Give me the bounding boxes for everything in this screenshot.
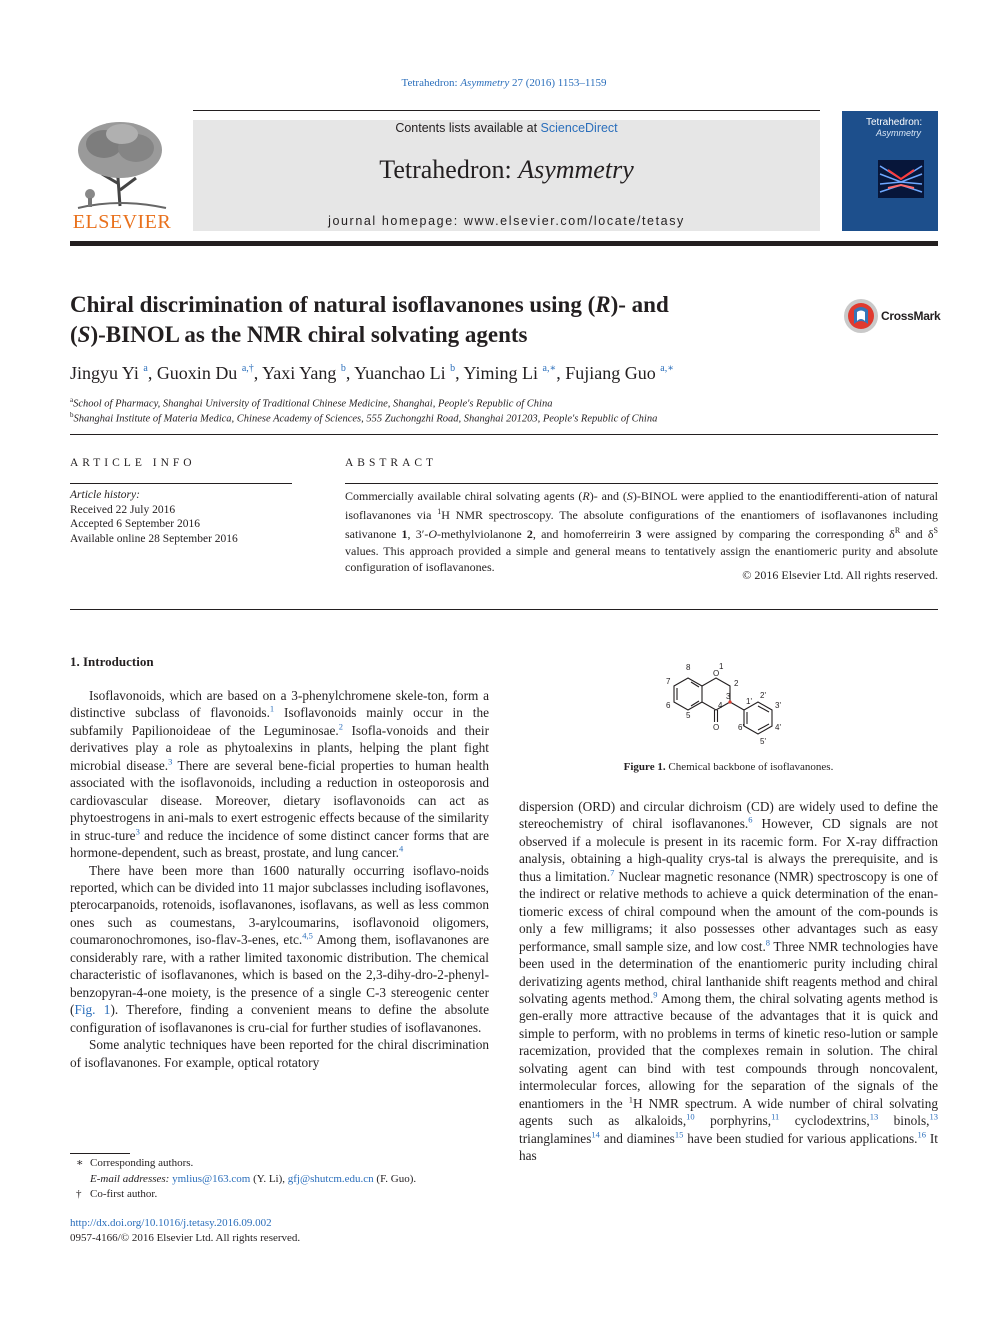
atom-label: 3 — [726, 692, 731, 701]
author[interactable]: Fujiang Guo $^{a,∗}$ — [565, 363, 675, 383]
citation-link[interactable]: 2 — [338, 721, 343, 732]
divider — [70, 609, 938, 610]
contents-line — [193, 121, 820, 135]
section-heading-introduction: 1. Introduction — [70, 654, 154, 669]
atom-label: O — [713, 723, 720, 732]
citation-link[interactable]: 3 — [168, 756, 173, 767]
citation-link[interactable]: 10 — [686, 1111, 695, 1122]
journal-ref-volume[interactable]: 27 (2016) 1153–1159 — [511, 77, 607, 89]
citation-link[interactable]: 9 — [653, 989, 658, 1000]
atom-label: 5' — [760, 737, 766, 746]
crossmark-icon[interactable] — [843, 298, 879, 334]
paragraph: There have been more than 1600 naturally occurring isoflavo-noids reported, which can be divided into 11 major subclasses including isoflavones, pterocarpanoids, rotenoids, isoflavanones, isoflavans, as well as less common ones such as coumestans, 3-arylcoumarins, isoflavonoid oligomers, coumaronochromones, iso-flav-3-enes, etc.$^{4,5}$ Among them, isoflavanones are considerably rare, with a rather limited taxonomic distribution. The chemical characteristic of isoflavanones, which is based on the 2,3-dihy-dro-2-phenyl-benzopyran-4-one moiety, is the presence of a single C-3 stereogenic center (Fig. 1). Therefore, finding a convenient means to define the absolute configuration of isoflavanones is cru-cial for further studies of isoflavanones. — [70, 862, 490, 1035]
citation-link[interactable]: 16 — [917, 1129, 926, 1140]
footnote-rule — [70, 1153, 130, 1154]
atom-label: 4' — [775, 723, 781, 732]
article-title: Chiral discrimination of natural isoflavanones using (R)- and (S)-BINOL as the NMR chiral solvating agents — [70, 292, 669, 347]
affiliation-a: $^a$School of Pharmacy, Shanghai University of Traditional Chinese Medicine, Shanghai, People's Republic of China — [70, 396, 553, 410]
atom-label: 7 — [666, 677, 671, 686]
atom-label: 2 — [734, 679, 739, 688]
atom-label: 2' — [760, 691, 766, 700]
journal-ref-name[interactable]: Tetrahedron: — [401, 77, 458, 89]
citation-link[interactable]: 6 — [748, 815, 753, 826]
doi-link[interactable]: http://dx.doi.org/10.1016/j.tetasy.2016.09.002 — [70, 1217, 272, 1229]
figure-caption-text: Chemical backbone of isoflavanones. — [668, 761, 834, 773]
paragraph: Isoflavonoids, which are based on a 3-phenylchromene skele-ton, form a distinctive subclass of flavonoids.$^1$ Isoflavonoids mainly occur in the subfamily Papilionoideae of the Leguminosae.$^2$ Isofla-vonoids and their derivatives play a role as phytoalexins in plants, helping the plant fight microbial disease.$^3$ There are several bene-ficial properties to human health associated with the isoflavonoids, including a reduction in osteoporosis and cardiovascular disease. Moreover, dietary isoflavonoids can act as phytoestrogens in ani-mals to exert estrogenic effects because of the similarity in struc-ture$^3$ and reduce the incidence of some distinct cancer forms that are hormone-dependent, such as breast, prostate, and lung cancer.$^4$ — [70, 688, 489, 861]
journal-name-italic: Asymmetry — [518, 155, 634, 184]
atom-label: 4 — [718, 701, 723, 710]
divider — [70, 434, 938, 435]
article-history — [70, 488, 238, 546]
citation-link[interactable]: 13 — [869, 1111, 879, 1122]
email-link[interactable]: gfj@shutcm.edu.cn — [287, 1172, 374, 1185]
author[interactable]: Yuanchao Li $^b$ — [354, 363, 456, 383]
citation-link[interactable]: 15 — [674, 1129, 684, 1140]
header-thick-rule — [70, 241, 938, 246]
citation-link[interactable]: 8 — [765, 937, 771, 948]
author[interactable]: Guoxin Du $^{a,\dagger}$ — [156, 363, 254, 383]
journal-reference[interactable] — [0, 77, 992, 89]
abstract-text: Commercially available chiral solvating agents (R)- and (S)-BINOL were applied to the enantiodifferenti-ation of natural isoflavanones via $^1$H NMR spectroscopy. The absolute configurations of the enantiomers of isoflavanones including sativanone 1, 3′-O-methylviolanone 2, and homoferreirin 3 were assigned by comparing the corresponding $\delta^R$ and $\delta^S$ values. This approach provided a simple and general means to tentatively assign the enantiomeric purity and absolute configuration of isoflavanones. — [345, 489, 939, 574]
journal-name — [193, 155, 820, 185]
figure-label: Figure 1. — [623, 761, 666, 773]
isoflavanone-structure-figure — [660, 660, 800, 750]
figure-link[interactable]: Fig. 1 — [74, 1002, 111, 1018]
citation-link[interactable]: 7 — [610, 867, 615, 878]
crossmark-label[interactable]: CrossMark — [881, 309, 941, 323]
body-column-left — [70, 687, 489, 1071]
citation-link[interactable]: 4,5 — [302, 930, 313, 941]
paragraph: dispersion (ORD) and circular dichroism (CD) are widely used to define the stereochemistry of chiral isoflavanones.$^6$ However, CD signals are not observed if a molecule is present in its racemic form. For X-ray diffraction analysis, obtaining a high-quality crys-tal is always the prerequisite, and is thus a limitation.$^7$ Nuclear magnetic resonance (NMR) spectroscopy is one of the indirect or relative methods to achieve a quick determination of the enan-tiomeric excess of chiral compound when the amount of the com-pounds is only a few milligrams; it also possesses other advantages such as easy performance, small sample size, and low cost.$^8$ Three NMR technologies have been used in the determination of the enantiomeric purity including chiral derivatizing agents method, chiral lanthanide shift reagents method and chiral solvating agents method.$^9$ Among them, the chiral solvating agents method is gen-erally more attractive because of the advantages that it is quick and simple to perform, with no problems in terms of kinetic reso-lution or sample racemization, provided that the complexes remain in solution. The chiral solvating agent can bind with test compounds through noncovalent, intermolecular forces, allowing for the separation of the signals of the enantiomers in the $^1$H NMR spectrum. A wide number of chiral solvating agents such as alkaloids,$^{10}$ porphyrins,$^{11}$ cyclodextrins,$^{13}$ binols,$^{13}$ trianglamines$^{14}$ and diamines$^{15}$ have been studied for various applications.$^{16}$ It has — [519, 799, 939, 1164]
abstract-copyright: © 2016 Elsevier Ltd. All rights reserved. — [742, 568, 938, 582]
cover-title: Tetrahedron: — [866, 117, 923, 128]
citation-link[interactable]: 4 — [398, 843, 404, 854]
citation-link[interactable]: 1 — [269, 704, 275, 715]
affiliation-b: $^b$Shanghai Institute of Materia Medica, Chinese Academy of Sciences, 555 Zuchongzhi Road, Shanghai 201203, People's Republic of China — [70, 411, 658, 425]
cover-subtitle: Asymmetry — [876, 128, 921, 138]
paragraph: Some analytic techniques have been reported for the chiral discrimination of isoflavanones. For example, optical rotatory — [70, 1037, 489, 1070]
history-label: Article history: — [70, 489, 140, 501]
citation-link[interactable]: 13 — [929, 1111, 938, 1122]
footnotes — [70, 1156, 416, 1203]
homepage-prefix: journal homepage: — [328, 214, 459, 228]
atom-label: 1' — [746, 697, 752, 706]
citation-link[interactable]: 3 — [135, 826, 140, 837]
homepage-link[interactable]: www.elsevier.com/locate/tetasy — [463, 214, 685, 228]
atom-label: 3' — [775, 701, 781, 710]
footnote-corresponding: ∗ Corresponding authors. — [76, 1157, 194, 1169]
online-date: Available online 28 September 2016 — [70, 532, 238, 545]
sciencedirect-link[interactable]: ScienceDirect — [540, 121, 618, 135]
atom-label: 5 — [686, 711, 691, 720]
figure-caption — [519, 761, 938, 773]
divider — [345, 483, 938, 484]
author[interactable]: Yaxi Yang $^b$ — [262, 363, 346, 383]
atom-label: 8 — [686, 663, 691, 672]
divider — [70, 483, 292, 484]
journal-name-main: Tetrahedron: — [379, 155, 512, 184]
article-info-heading: ARTICLE INFO — [70, 457, 196, 469]
footnote-emails: E-mail addresses: ymlius@163.com (Y. Li), gfj@shutcm.edu.cn (F. Guo). — [90, 1172, 417, 1185]
issn-copyright: 0957-4166/© 2016 Elsevier Ltd. All rights reserved. — [70, 1232, 301, 1244]
elsevier-wordmark: ELSEVIER — [72, 211, 172, 233]
journal-homepage — [193, 214, 820, 228]
author-list: Jingyu Yi $^a$, Guoxin Du $^{a,\dagger}$, Yaxi Yang $^b$, Yuanchao Li $^b$, Yiming Li $^{a,∗}$, Fujiang Guo $^{a,∗}$ — [70, 363, 675, 383]
top-rule — [193, 110, 820, 111]
accepted-date: Accepted 6 September 2016 — [70, 518, 200, 530]
atom-label: 1 — [719, 662, 724, 671]
received-date: Received 22 July 2016 — [70, 503, 176, 516]
isotope-sup: 1 — [628, 1094, 633, 1105]
citation-link[interactable]: 14 — [591, 1129, 600, 1140]
author[interactable]: Jingyu Yi $^a$ — [70, 363, 148, 383]
body-column-right — [519, 798, 938, 1165]
cover-art — [878, 160, 924, 198]
citation-link[interactable]: 11 — [771, 1111, 780, 1122]
author[interactable]: Yiming Li $^{a,∗}$ — [463, 363, 557, 383]
atom-label: O — [713, 669, 720, 678]
contents-prefix: Contents lists available at — [395, 121, 538, 135]
atom-label: 6' — [738, 723, 744, 732]
abstract-heading: ABSTRACT — [345, 457, 438, 469]
journal-ref-name-italic[interactable]: Asymmetry — [460, 77, 510, 89]
atom-label: 6 — [666, 701, 671, 710]
email-link[interactable]: ymlius@163.com — [172, 1172, 251, 1185]
footnote-cofirst: † Co-first author. — [76, 1188, 158, 1200]
